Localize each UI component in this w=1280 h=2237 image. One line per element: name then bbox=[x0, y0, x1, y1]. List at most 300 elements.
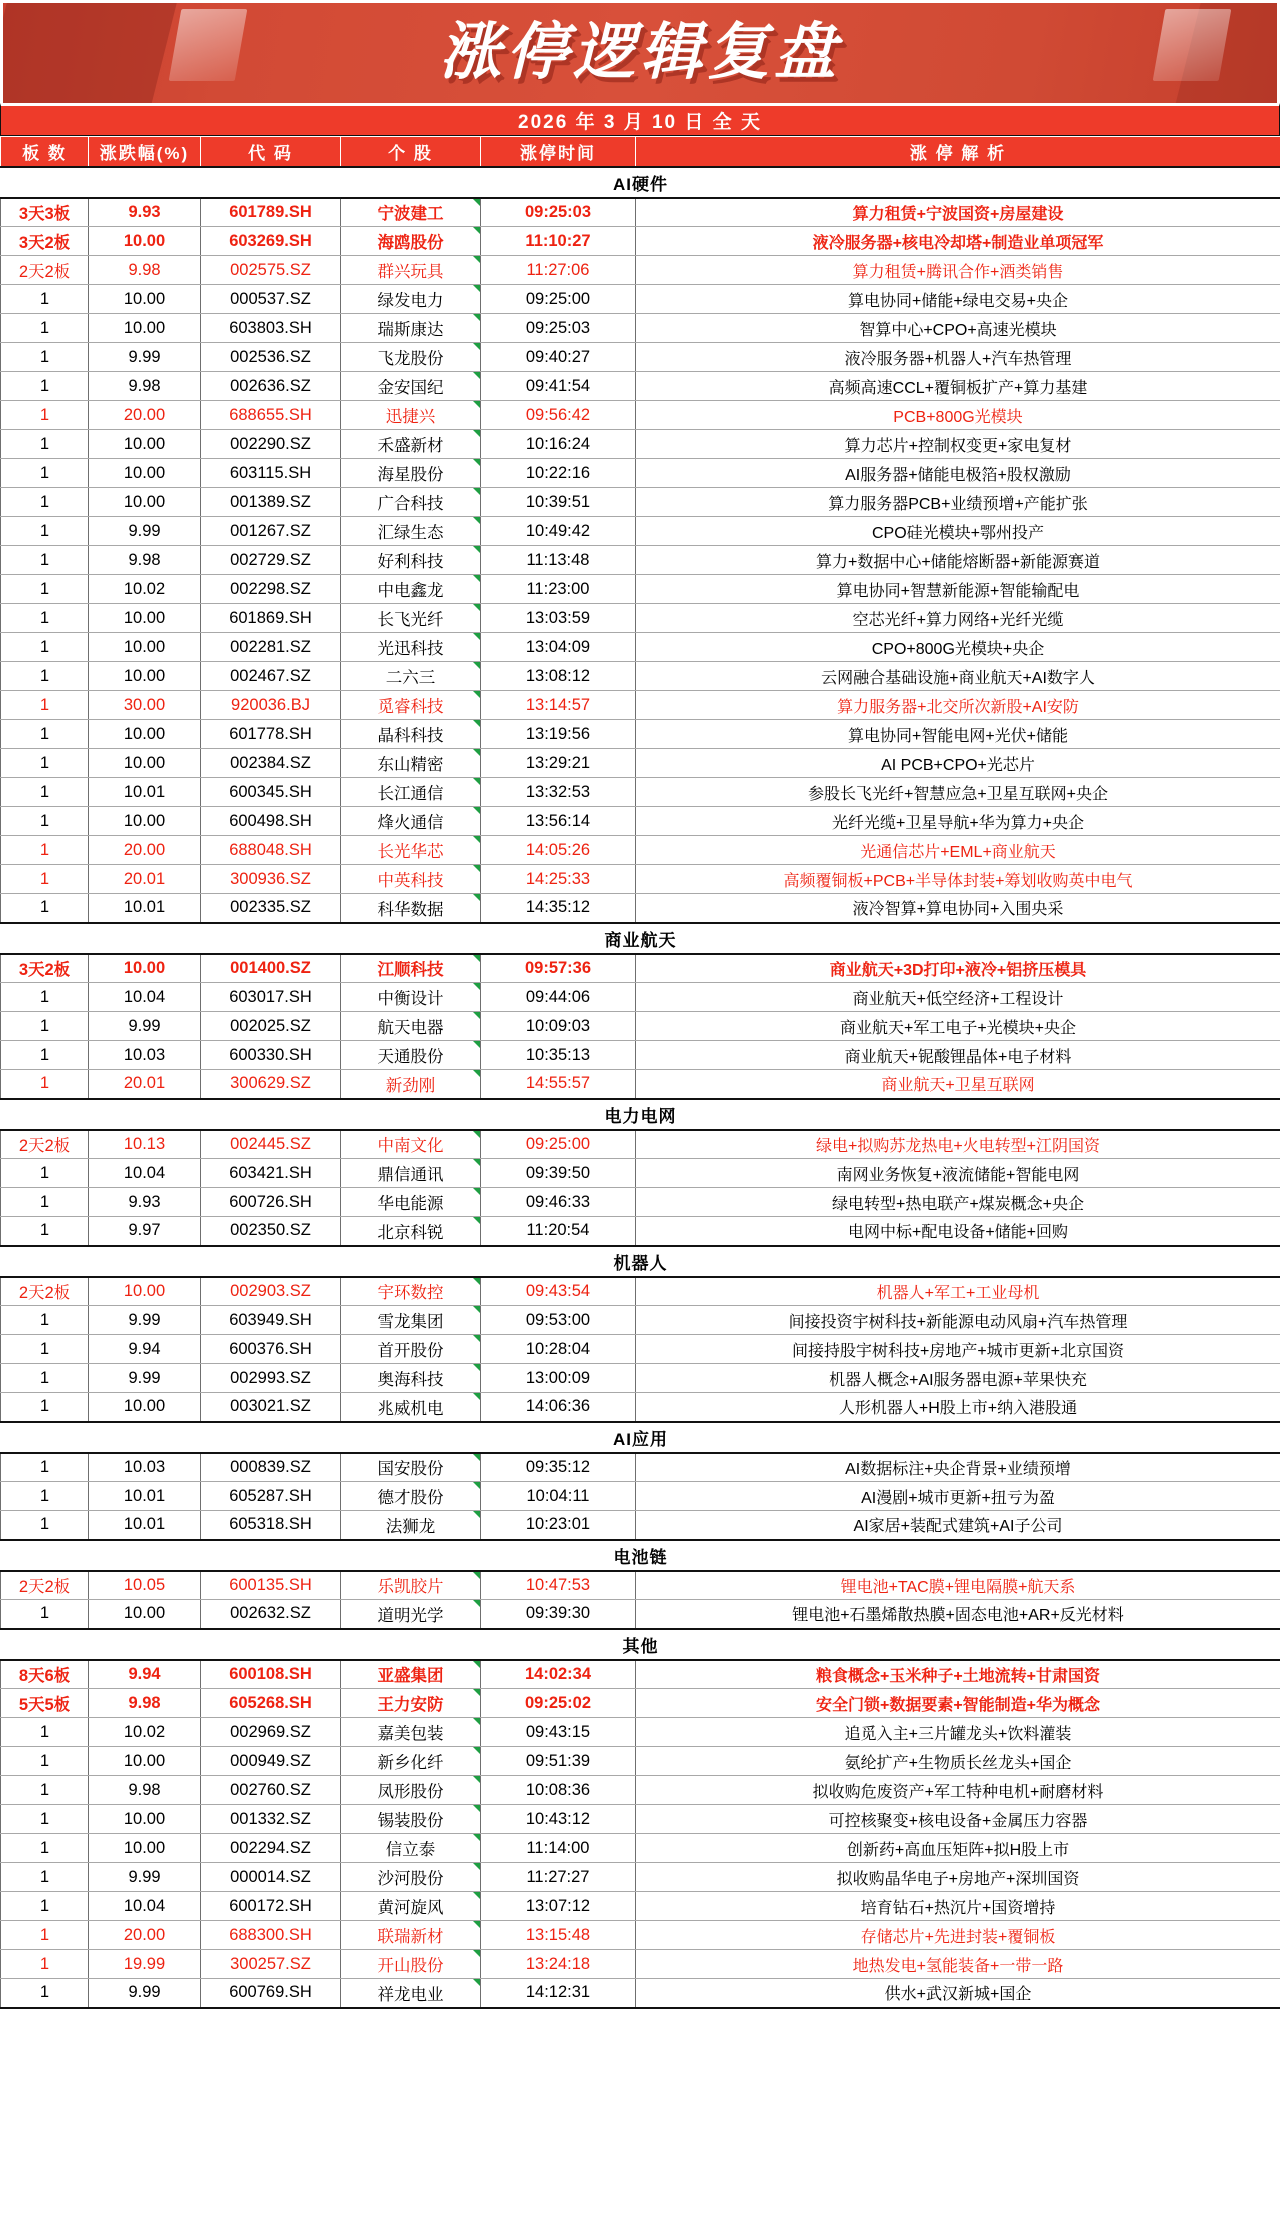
table-row[interactable] bbox=[1, 1159, 1280, 1188]
cell-analysis: 间接持股宇树科技+房地产+城市更新+北京国资 bbox=[636, 1335, 1280, 1364]
cell-boards: 3天3板 bbox=[1, 198, 89, 227]
table-row[interactable] bbox=[1, 1277, 1280, 1306]
section-title: AI应用 bbox=[1, 1422, 1280, 1453]
cell-boards: 3天2板 bbox=[1, 954, 89, 983]
table-row[interactable] bbox=[1, 1306, 1280, 1335]
cell-stock-name[interactable]: 迅捷兴 bbox=[341, 401, 481, 430]
cell-stock-name[interactable]: 国安股份 bbox=[341, 1453, 481, 1482]
cell-limit-up-time: 09:56:42 bbox=[481, 401, 636, 430]
cell-analysis: 智算中心+CPO+高速光模块 bbox=[636, 314, 1280, 343]
cell-stock-name[interactable]: 长江通信 bbox=[341, 778, 481, 807]
cell-code: 600498.SH bbox=[201, 807, 341, 836]
cell-change: 20.00 bbox=[89, 1921, 201, 1950]
cell-change: 10.00 bbox=[89, 227, 201, 256]
cell-stock-name[interactable]: 烽火通信 bbox=[341, 807, 481, 836]
table-row[interactable] bbox=[1, 1979, 1280, 2008]
cell-stock-name[interactable]: 海鸥股份 bbox=[341, 227, 481, 256]
table-row[interactable] bbox=[1, 1130, 1280, 1159]
cell-change: 10.00 bbox=[89, 954, 201, 983]
section-title: 电池链 bbox=[1, 1540, 1280, 1571]
cell-code: 600135.SH bbox=[201, 1571, 341, 1600]
cell-analysis: 绿电转型+热电联产+煤炭概念+央企 bbox=[636, 1188, 1280, 1217]
cell-analysis: CPO+800G光模块+央企 bbox=[636, 633, 1280, 662]
table-row[interactable] bbox=[1, 285, 1280, 314]
cell-stock-name[interactable]: 沙河股份 bbox=[341, 1863, 481, 1892]
cell-code: 002636.SZ bbox=[201, 372, 341, 401]
table-row[interactable] bbox=[1, 1571, 1280, 1600]
cell-change: 10.13 bbox=[89, 1130, 201, 1159]
table-row[interactable] bbox=[1, 459, 1280, 488]
cell-code: 002467.SZ bbox=[201, 662, 341, 691]
section-header-row bbox=[1, 1099, 1280, 1130]
cell-analysis: CPO硅光模块+鄂州投产 bbox=[636, 517, 1280, 546]
cell-boards: 1 bbox=[1, 546, 89, 575]
table-row[interactable] bbox=[1, 1482, 1280, 1511]
table-row[interactable] bbox=[1, 604, 1280, 633]
cell-boards: 1 bbox=[1, 1600, 89, 1629]
cell-change: 10.01 bbox=[89, 778, 201, 807]
banner-title: 涨停逻辑复盘 bbox=[438, 15, 841, 88]
table-row[interactable] bbox=[1, 343, 1280, 372]
cell-change: 10.00 bbox=[89, 633, 201, 662]
cell-stock-name[interactable]: 江顺科技 bbox=[341, 954, 481, 983]
cell-code: 300257.SZ bbox=[201, 1950, 341, 1979]
cell-boards: 1 bbox=[1, 1776, 89, 1805]
cell-stock-name[interactable]: 觅睿科技 bbox=[341, 691, 481, 720]
cell-limit-up-time: 10:04:11 bbox=[481, 1482, 636, 1511]
cell-boards: 1 bbox=[1, 1159, 89, 1188]
cell-stock-name[interactable]: 道明光学 bbox=[341, 1600, 481, 1629]
cell-boards: 1 bbox=[1, 1979, 89, 2008]
cell-code: 000014.SZ bbox=[201, 1863, 341, 1892]
cell-stock-name[interactable]: 长光华芯 bbox=[341, 836, 481, 865]
cell-analysis: 人形机器人+H股上市+纳入港股通 bbox=[636, 1393, 1280, 1422]
cell-analysis: PCB+800G光模块 bbox=[636, 401, 1280, 430]
table-row[interactable] bbox=[1, 488, 1280, 517]
cell-limit-up-time: 11:27:27 bbox=[481, 1863, 636, 1892]
cell-limit-up-time: 09:25:00 bbox=[481, 285, 636, 314]
cell-boards: 1 bbox=[1, 401, 89, 430]
table-row[interactable] bbox=[1, 575, 1280, 604]
cell-analysis: 锂电池+石墨烯散热膜+固态电池+AR+反光材料 bbox=[636, 1600, 1280, 1629]
cell-stock-name[interactable]: 绿发电力 bbox=[341, 285, 481, 314]
cell-code: 002575.SZ bbox=[201, 256, 341, 285]
cell-limit-up-time: 11:20:54 bbox=[481, 1217, 636, 1246]
cell-analysis: 高频高速CCL+覆铜板扩产+算力基建 bbox=[636, 372, 1280, 401]
table-row[interactable] bbox=[1, 1892, 1280, 1921]
cell-change: 10.00 bbox=[89, 314, 201, 343]
cell-change: 30.00 bbox=[89, 691, 201, 720]
cell-code: 603115.SH bbox=[201, 459, 341, 488]
cell-boards: 1 bbox=[1, 372, 89, 401]
cell-stock-name[interactable]: 晶科科技 bbox=[341, 720, 481, 749]
cell-limit-up-time: 13:32:53 bbox=[481, 778, 636, 807]
cell-limit-up-time: 10:35:13 bbox=[481, 1041, 636, 1070]
cell-limit-up-time: 09:43:15 bbox=[481, 1718, 636, 1747]
cell-boards: 1 bbox=[1, 285, 89, 314]
cell-stock-name[interactable]: 锡装股份 bbox=[341, 1805, 481, 1834]
table-row[interactable] bbox=[1, 1217, 1280, 1246]
cell-analysis: 锂电池+TAC膜+锂电隔膜+航天系 bbox=[636, 1571, 1280, 1600]
cell-limit-up-time: 11:10:27 bbox=[481, 227, 636, 256]
cell-code: 002969.SZ bbox=[201, 1718, 341, 1747]
cell-limit-up-time: 13:04:09 bbox=[481, 633, 636, 662]
cell-stock-name[interactable]: 华电能源 bbox=[341, 1188, 481, 1217]
cell-stock-name[interactable]: 鼎信通讯 bbox=[341, 1159, 481, 1188]
cell-code: 300936.SZ bbox=[201, 865, 341, 894]
cell-stock-name[interactable]: 好利科技 bbox=[341, 546, 481, 575]
cell-boards: 1 bbox=[1, 662, 89, 691]
table-row[interactable] bbox=[1, 1393, 1280, 1422]
cell-analysis: AI家居+装配式建筑+AI子公司 bbox=[636, 1511, 1280, 1540]
cell-stock-name[interactable]: 飞龙股份 bbox=[341, 343, 481, 372]
table-row[interactable] bbox=[1, 546, 1280, 575]
cell-stock-name[interactable]: 东山精密 bbox=[341, 749, 481, 778]
cell-code: 688300.SH bbox=[201, 1921, 341, 1950]
cell-change: 10.00 bbox=[89, 604, 201, 633]
cell-code: 002025.SZ bbox=[201, 1012, 341, 1041]
table-row[interactable] bbox=[1, 1834, 1280, 1863]
table-row[interactable] bbox=[1, 749, 1280, 778]
cell-stock-name[interactable]: 亚盛集团 bbox=[341, 1660, 481, 1689]
cell-limit-up-time: 13:29:21 bbox=[481, 749, 636, 778]
cell-change: 10.00 bbox=[89, 662, 201, 691]
cell-boards: 1 bbox=[1, 1921, 89, 1950]
cell-analysis: 南网业务恢复+液流储能+智能电网 bbox=[636, 1159, 1280, 1188]
cell-limit-up-time: 14:02:34 bbox=[481, 1660, 636, 1689]
cell-boards: 1 bbox=[1, 1892, 89, 1921]
section-header-row bbox=[1, 923, 1280, 954]
table-row[interactable] bbox=[1, 1012, 1280, 1041]
table-row[interactable] bbox=[1, 401, 1280, 430]
cell-analysis: AI PCB+CPO+光芯片 bbox=[636, 749, 1280, 778]
table-row[interactable] bbox=[1, 1188, 1280, 1217]
cell-analysis: 光纤光缆+卫星导航+华为算力+央企 bbox=[636, 807, 1280, 836]
cell-code: 001400.SZ bbox=[201, 954, 341, 983]
table-row[interactable] bbox=[1, 807, 1280, 836]
cell-boards: 2天2板 bbox=[1, 1571, 89, 1600]
table-row[interactable] bbox=[1, 1747, 1280, 1776]
table-row[interactable] bbox=[1, 1070, 1280, 1099]
cell-change: 10.01 bbox=[89, 1482, 201, 1511]
cell-change: 10.01 bbox=[89, 1511, 201, 1540]
cell-boards: 1 bbox=[1, 633, 89, 662]
cell-change: 9.99 bbox=[89, 1012, 201, 1041]
cell-boards: 2天2板 bbox=[1, 256, 89, 285]
cell-limit-up-time: 10:08:36 bbox=[481, 1776, 636, 1805]
cell-analysis: 云网融合基础设施+商业航天+AI数字人 bbox=[636, 662, 1280, 691]
table-row[interactable] bbox=[1, 1776, 1280, 1805]
table-row[interactable] bbox=[1, 1921, 1280, 1950]
cell-limit-up-time: 13:56:14 bbox=[481, 807, 636, 836]
cell-code: 605287.SH bbox=[201, 1482, 341, 1511]
cell-limit-up-time: 09:57:36 bbox=[481, 954, 636, 983]
cell-analysis: 间接投资宇树科技+新能源电动风扇+汽车热管理 bbox=[636, 1306, 1280, 1335]
table-row[interactable] bbox=[1, 720, 1280, 749]
cell-analysis: 创新药+高血压矩阵+拟H股上市 bbox=[636, 1834, 1280, 1863]
cell-limit-up-time: 13:07:12 bbox=[481, 1892, 636, 1921]
cell-stock-name[interactable]: 科华数据 bbox=[341, 894, 481, 923]
cell-boards: 1 bbox=[1, 604, 89, 633]
cell-boards: 1 bbox=[1, 1453, 89, 1482]
cell-code: 002294.SZ bbox=[201, 1834, 341, 1863]
table-row[interactable] bbox=[1, 778, 1280, 807]
column-header-4: 涨停时间 bbox=[481, 137, 636, 167]
table-row[interactable] bbox=[1, 1335, 1280, 1364]
table-row[interactable] bbox=[1, 662, 1280, 691]
table-row[interactable] bbox=[1, 517, 1280, 546]
cell-analysis: 算力租赁+腾讯合作+酒类销售 bbox=[636, 256, 1280, 285]
section-title: 其他 bbox=[1, 1629, 1280, 1660]
cell-change: 10.00 bbox=[89, 459, 201, 488]
cell-change: 9.99 bbox=[89, 517, 201, 546]
cell-analysis: 商业航天+低空经济+工程设计 bbox=[636, 983, 1280, 1012]
cell-limit-up-time: 10:28:04 bbox=[481, 1335, 636, 1364]
cell-limit-up-time: 13:00:09 bbox=[481, 1364, 636, 1393]
cell-boards: 1 bbox=[1, 575, 89, 604]
cell-stock-name[interactable]: 中衡设计 bbox=[341, 983, 481, 1012]
section-header-row bbox=[1, 1629, 1280, 1660]
cell-limit-up-time: 09:25:03 bbox=[481, 198, 636, 227]
cell-stock-name[interactable]: 天通股份 bbox=[341, 1041, 481, 1070]
cell-boards: 1 bbox=[1, 865, 89, 894]
cell-stock-name[interactable]: 广合科技 bbox=[341, 488, 481, 517]
table-row[interactable] bbox=[1, 1805, 1280, 1834]
column-header-1: 涨跌幅(%) bbox=[89, 137, 201, 167]
table-row[interactable] bbox=[1, 1660, 1280, 1689]
cell-change: 9.93 bbox=[89, 198, 201, 227]
cell-code: 002298.SZ bbox=[201, 575, 341, 604]
cell-limit-up-time: 09:43:54 bbox=[481, 1277, 636, 1306]
cell-limit-up-time: 09:53:00 bbox=[481, 1306, 636, 1335]
cell-code: 603421.SH bbox=[201, 1159, 341, 1188]
cell-change: 9.98 bbox=[89, 546, 201, 575]
table-row[interactable] bbox=[1, 954, 1280, 983]
cell-stock-name[interactable]: 瑞斯康达 bbox=[341, 314, 481, 343]
cell-change: 10.04 bbox=[89, 1159, 201, 1188]
cell-stock-name[interactable]: 北京科锐 bbox=[341, 1217, 481, 1246]
cell-change: 10.04 bbox=[89, 1892, 201, 1921]
table-row[interactable] bbox=[1, 894, 1280, 923]
table-row[interactable] bbox=[1, 1950, 1280, 1979]
cell-code: 600345.SH bbox=[201, 778, 341, 807]
cell-stock-name[interactable]: 新劲刚 bbox=[341, 1070, 481, 1099]
cell-change: 10.00 bbox=[89, 488, 201, 517]
cell-limit-up-time: 09:46:33 bbox=[481, 1188, 636, 1217]
cell-code: 920036.BJ bbox=[201, 691, 341, 720]
cell-limit-up-time: 13:08:12 bbox=[481, 662, 636, 691]
cell-stock-name[interactable]: 王力安防 bbox=[341, 1689, 481, 1718]
cell-change: 10.00 bbox=[89, 1747, 201, 1776]
table-row[interactable] bbox=[1, 691, 1280, 720]
cell-change: 10.04 bbox=[89, 983, 201, 1012]
cell-stock-name[interactable]: 联瑞新材 bbox=[341, 1921, 481, 1950]
cell-boards: 1 bbox=[1, 778, 89, 807]
section-header-row bbox=[1, 1540, 1280, 1571]
cell-analysis: 空芯光纤+算力网络+光纤光缆 bbox=[636, 604, 1280, 633]
cell-change: 9.99 bbox=[89, 1364, 201, 1393]
table-body bbox=[1, 137, 1280, 2008]
cell-limit-up-time: 09:25:00 bbox=[481, 1130, 636, 1159]
table-row[interactable] bbox=[1, 1689, 1280, 1718]
cell-boards: 1 bbox=[1, 720, 89, 749]
cell-stock-name[interactable]: 二六三 bbox=[341, 662, 481, 691]
cell-stock-name[interactable]: 凤形股份 bbox=[341, 1776, 481, 1805]
cell-stock-name[interactable]: 宁波建工 bbox=[341, 198, 481, 227]
cell-stock-name[interactable]: 嘉美包装 bbox=[341, 1718, 481, 1747]
cell-change: 20.00 bbox=[89, 836, 201, 865]
cell-limit-up-time: 09:25:03 bbox=[481, 314, 636, 343]
cell-limit-up-time: 10:09:03 bbox=[481, 1012, 636, 1041]
cell-change: 20.01 bbox=[89, 1070, 201, 1099]
cell-code: 002350.SZ bbox=[201, 1217, 341, 1246]
cell-stock-name[interactable]: 航天电器 bbox=[341, 1012, 481, 1041]
cell-stock-name[interactable]: 开山股份 bbox=[341, 1950, 481, 1979]
cell-analysis: 算力服务器PCB+业绩预增+产能扩张 bbox=[636, 488, 1280, 517]
table-row[interactable] bbox=[1, 836, 1280, 865]
cell-stock-name[interactable]: 首开股份 bbox=[341, 1335, 481, 1364]
table-row[interactable] bbox=[1, 1364, 1280, 1393]
cell-analysis: 机器人+军工+工业母机 bbox=[636, 1277, 1280, 1306]
cell-boards: 1 bbox=[1, 1012, 89, 1041]
cell-analysis: AI漫剧+城市更新+扭亏为盈 bbox=[636, 1482, 1280, 1511]
cell-boards: 2天2板 bbox=[1, 1277, 89, 1306]
cell-code: 603803.SH bbox=[201, 314, 341, 343]
cell-limit-up-time: 09:41:54 bbox=[481, 372, 636, 401]
table-row[interactable] bbox=[1, 372, 1280, 401]
table-row[interactable] bbox=[1, 1041, 1280, 1070]
cell-stock-name[interactable]: 中英科技 bbox=[341, 865, 481, 894]
cell-boards: 1 bbox=[1, 343, 89, 372]
cell-stock-name[interactable]: 光迅科技 bbox=[341, 633, 481, 662]
cell-boards: 1 bbox=[1, 1306, 89, 1335]
section-header-row bbox=[1, 167, 1280, 198]
cell-analysis: 液冷智算+算电协同+入围央采 bbox=[636, 894, 1280, 923]
cell-code: 601869.SH bbox=[201, 604, 341, 633]
table-row[interactable] bbox=[1, 1863, 1280, 1892]
cell-code: 600726.SH bbox=[201, 1188, 341, 1217]
cell-change: 10.00 bbox=[89, 430, 201, 459]
cell-stock-name[interactable]: 德才股份 bbox=[341, 1482, 481, 1511]
banner bbox=[0, 0, 1280, 103]
cell-boards: 1 bbox=[1, 1863, 89, 1892]
cell-stock-name[interactable]: 雪龙集团 bbox=[341, 1306, 481, 1335]
cell-analysis: 高频覆铜板+PCB+半导体封装+筹划收购英中电气 bbox=[636, 865, 1280, 894]
cell-analysis: AI服务器+储能电极箔+股权激励 bbox=[636, 459, 1280, 488]
cell-change: 10.00 bbox=[89, 749, 201, 778]
cell-analysis: 拟收购危废资产+军工特种电机+耐磨材料 bbox=[636, 1776, 1280, 1805]
cell-stock-name[interactable]: 新乡化纤 bbox=[341, 1747, 481, 1776]
cell-boards: 1 bbox=[1, 488, 89, 517]
table-row[interactable] bbox=[1, 1600, 1280, 1629]
cell-limit-up-time: 10:16:24 bbox=[481, 430, 636, 459]
cell-boards: 1 bbox=[1, 1070, 89, 1099]
cell-analysis: 算力服务器+北交所次新股+AI安防 bbox=[636, 691, 1280, 720]
table-row[interactable] bbox=[1, 1718, 1280, 1747]
cell-boards: 1 bbox=[1, 807, 89, 836]
cell-stock-name[interactable]: 信立泰 bbox=[341, 1834, 481, 1863]
cell-boards: 1 bbox=[1, 430, 89, 459]
section-title: AI硬件 bbox=[1, 167, 1280, 198]
cell-code: 002335.SZ bbox=[201, 894, 341, 923]
cell-change: 9.99 bbox=[89, 1863, 201, 1892]
cell-change: 10.03 bbox=[89, 1041, 201, 1070]
table-row[interactable] bbox=[1, 865, 1280, 894]
cell-stock-name[interactable]: 奥海科技 bbox=[341, 1364, 481, 1393]
table-row[interactable] bbox=[1, 983, 1280, 1012]
cell-analysis: 算力+数据中心+储能熔断器+新能源赛道 bbox=[636, 546, 1280, 575]
cell-boards: 1 bbox=[1, 1834, 89, 1863]
cell-limit-up-time: 13:24:18 bbox=[481, 1950, 636, 1979]
cell-change: 9.98 bbox=[89, 1776, 201, 1805]
cell-stock-name[interactable]: 祥龙电业 bbox=[341, 1979, 481, 2008]
cell-stock-name[interactable]: 黄河旋风 bbox=[341, 1892, 481, 1921]
cell-stock-name[interactable]: 海星股份 bbox=[341, 459, 481, 488]
cell-boards: 1 bbox=[1, 894, 89, 923]
cell-analysis: 算力租赁+宁波国资+房屋建设 bbox=[636, 198, 1280, 227]
cell-stock-name[interactable]: 汇绿生态 bbox=[341, 517, 481, 546]
cell-code: 002632.SZ bbox=[201, 1600, 341, 1629]
cell-code: 002281.SZ bbox=[201, 633, 341, 662]
table-row[interactable] bbox=[1, 633, 1280, 662]
cell-code: 601789.SH bbox=[201, 198, 341, 227]
cell-stock-name[interactable]: 法狮龙 bbox=[341, 1511, 481, 1540]
table-row[interactable] bbox=[1, 227, 1280, 256]
table-row[interactable] bbox=[1, 1453, 1280, 1482]
cell-stock-name[interactable]: 禾盛新材 bbox=[341, 430, 481, 459]
cell-stock-name[interactable]: 中南文化 bbox=[341, 1130, 481, 1159]
cell-code: 600769.SH bbox=[201, 1979, 341, 2008]
cell-code: 003021.SZ bbox=[201, 1393, 341, 1422]
cell-code: 600330.SH bbox=[201, 1041, 341, 1070]
cell-stock-name[interactable]: 宇环数控 bbox=[341, 1277, 481, 1306]
cell-limit-up-time: 10:23:01 bbox=[481, 1511, 636, 1540]
cell-limit-up-time: 11:23:00 bbox=[481, 575, 636, 604]
column-header-2: 代 码 bbox=[201, 137, 341, 167]
cell-stock-name[interactable]: 群兴玩具 bbox=[341, 256, 481, 285]
cell-boards: 1 bbox=[1, 314, 89, 343]
table-row[interactable] bbox=[1, 314, 1280, 343]
cell-analysis: 液冷服务器+机器人+汽车热管理 bbox=[636, 343, 1280, 372]
cell-limit-up-time: 09:40:27 bbox=[481, 343, 636, 372]
cell-change: 10.05 bbox=[89, 1571, 201, 1600]
cell-limit-up-time: 10:47:53 bbox=[481, 1571, 636, 1600]
cell-limit-up-time: 14:12:31 bbox=[481, 1979, 636, 2008]
table-row[interactable] bbox=[1, 1511, 1280, 1540]
table-row[interactable] bbox=[1, 198, 1280, 227]
cell-limit-up-time: 14:25:33 bbox=[481, 865, 636, 894]
table-row[interactable] bbox=[1, 430, 1280, 459]
cell-code: 605268.SH bbox=[201, 1689, 341, 1718]
cell-code: 603269.SH bbox=[201, 227, 341, 256]
cell-analysis: 电网中标+配电设备+储能+回购 bbox=[636, 1217, 1280, 1246]
cell-stock-name[interactable]: 长飞光纤 bbox=[341, 604, 481, 633]
cell-code: 000839.SZ bbox=[201, 1453, 341, 1482]
table-row[interactable] bbox=[1, 256, 1280, 285]
cell-stock-name[interactable]: 乐凯胶片 bbox=[341, 1571, 481, 1600]
cell-boards: 1 bbox=[1, 836, 89, 865]
cell-analysis: 粮食概念+玉米种子+土地流转+甘肃国资 bbox=[636, 1660, 1280, 1689]
cell-stock-name[interactable]: 兆威机电 bbox=[341, 1393, 481, 1422]
cell-analysis: 安全门锁+数据要素+智能制造+华为概念 bbox=[636, 1689, 1280, 1718]
cell-limit-up-time: 14:05:26 bbox=[481, 836, 636, 865]
cell-stock-name[interactable]: 金安国纪 bbox=[341, 372, 481, 401]
cell-limit-up-time: 13:15:48 bbox=[481, 1921, 636, 1950]
cell-change: 9.98 bbox=[89, 256, 201, 285]
cell-stock-name[interactable]: 中电鑫龙 bbox=[341, 575, 481, 604]
cell-limit-up-time: 09:35:12 bbox=[481, 1453, 636, 1482]
table-header-row bbox=[1, 137, 1280, 167]
